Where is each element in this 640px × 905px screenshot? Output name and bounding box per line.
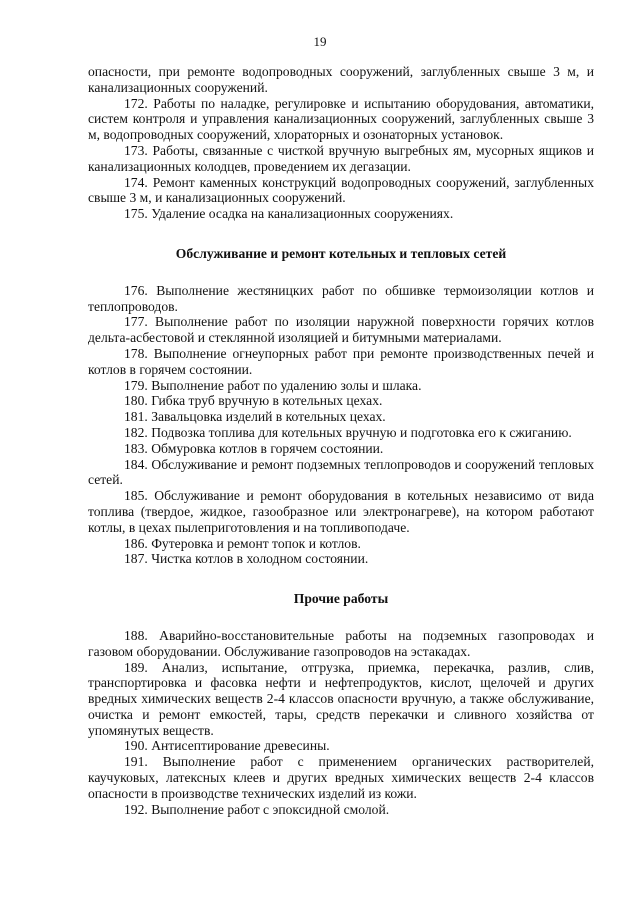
- document-body: [88, 64, 594, 817]
- page-number: 19: [313, 34, 327, 49]
- paragraph-item-182: 182. Подвозка топлива для котельных вручную и подготовка его к сжиганию.: [124, 424, 572, 440]
- paragraph-item-184: 184. Обслуживание и ремонт подземных теплопроводов и сооружений тепловых сетей.: [88, 456, 594, 488]
- section-heading-other: Прочие работы: [293, 591, 389, 607]
- paragraph-continuation: опасности, при ремонте водопроводных сооружений, заглубленных свыше 3 м, и канализационных сооружений.: [88, 64, 594, 95]
- paragraph-item-192: 192. Выполнение работ с эпоксидной смолой.: [124, 801, 390, 817]
- paragraph-item-191: 191. Выполнение работ с применением органических растворителей, каучуковых, латексных клеев и других вредных химических веществ 2-4 классов опасности в производстве технических изделий из кожи.: [88, 754, 594, 801]
- paragraph-item-176: 176. Выполнение жестяницких работ по обшивке термоизоляции котлов и теплопроводов.: [88, 282, 594, 314]
- paragraph-item-183: 183. Обмуровка котлов в горячем состоянии.: [124, 440, 384, 456]
- section-heading-boilers: Обслуживание и ремонт котельных и тепловых сетей: [175, 245, 507, 261]
- paragraph-item-188: 188. Аварийно-восстановительные работы на подземных газопроводах и газовом оборудовании. Обслуживание газопроводов на эстакадах.: [88, 627, 594, 659]
- paragraph-item-174: 174. Ремонт каменных конструкций водопроводных сооружений, заглубленных свыше 3 м, и канализационных сооружений.: [88, 174, 594, 206]
- paragraph-item-173: 173. Работы, связанные с чисткой вручную выгребных ям, мусорных ящиков и канализационных колодцев, проведением их дегазации.: [88, 142, 594, 174]
- paragraph-item-180: 180. Гибка труб вручную в котельных цехах.: [124, 393, 383, 409]
- paragraph-item-179: 179. Выполнение работ по удалению золы и шлака.: [124, 377, 422, 393]
- paragraph-item-175: 175. Удаление осадка на канализационных сооружениях.: [124, 206, 454, 222]
- paragraph-item-190: 190. Антисептирование древесины.: [124, 738, 330, 754]
- paragraph-item-187: 187. Чистка котлов в холодном состоянии.: [124, 551, 369, 567]
- paragraph-item-181: 181. Завальцовка изделий в котельных цехах.: [124, 409, 386, 425]
- paragraph-item-172: 172. Работы по наладке, регулировке и испытанию оборудования, автоматики, систем контроля и управления канализационных сооружений, заглубленных свыше 3 м, водопроводных сооружений, хлораторных и озонаторных установок.: [88, 95, 594, 143]
- paragraph-item-189: 189. Анализ, испытание, отгрузка, приемка, перекачка, разлив, слив, транспортировка и фасовка нефти и нефтепродуктов, кислот, щелочей и других вредных химических веществ 2-4 классов опасности вручную, а также обслуживание, очистка и ремонт емкостей, тары, средств перекачки и сливного хозяйства от упомянутых веществ.: [88, 659, 594, 738]
- paragraph-item-178: 178. Выполнение огнеупорных работ при ремонте производственных печей и котлов в горячем состоянии.: [88, 345, 594, 377]
- paragraph-item-185: 185. Обслуживание и ремонт оборудования в котельных независимо от вида топлива (твердое, жидкое, газообразное или электронагреве), на котором работают котлы, в цехах пылеприготовления и на топливоподаче.: [88, 488, 594, 535]
- paragraph-item-177: 177. Выполнение работ по изоляции наружной поверхности горячих котлов дельта-асбестовой и стеклянной изоляцией и битумными материалами.: [88, 314, 594, 346]
- paragraph-item-186: 186. Футеровка и ремонт топок и котлов.: [124, 535, 361, 551]
